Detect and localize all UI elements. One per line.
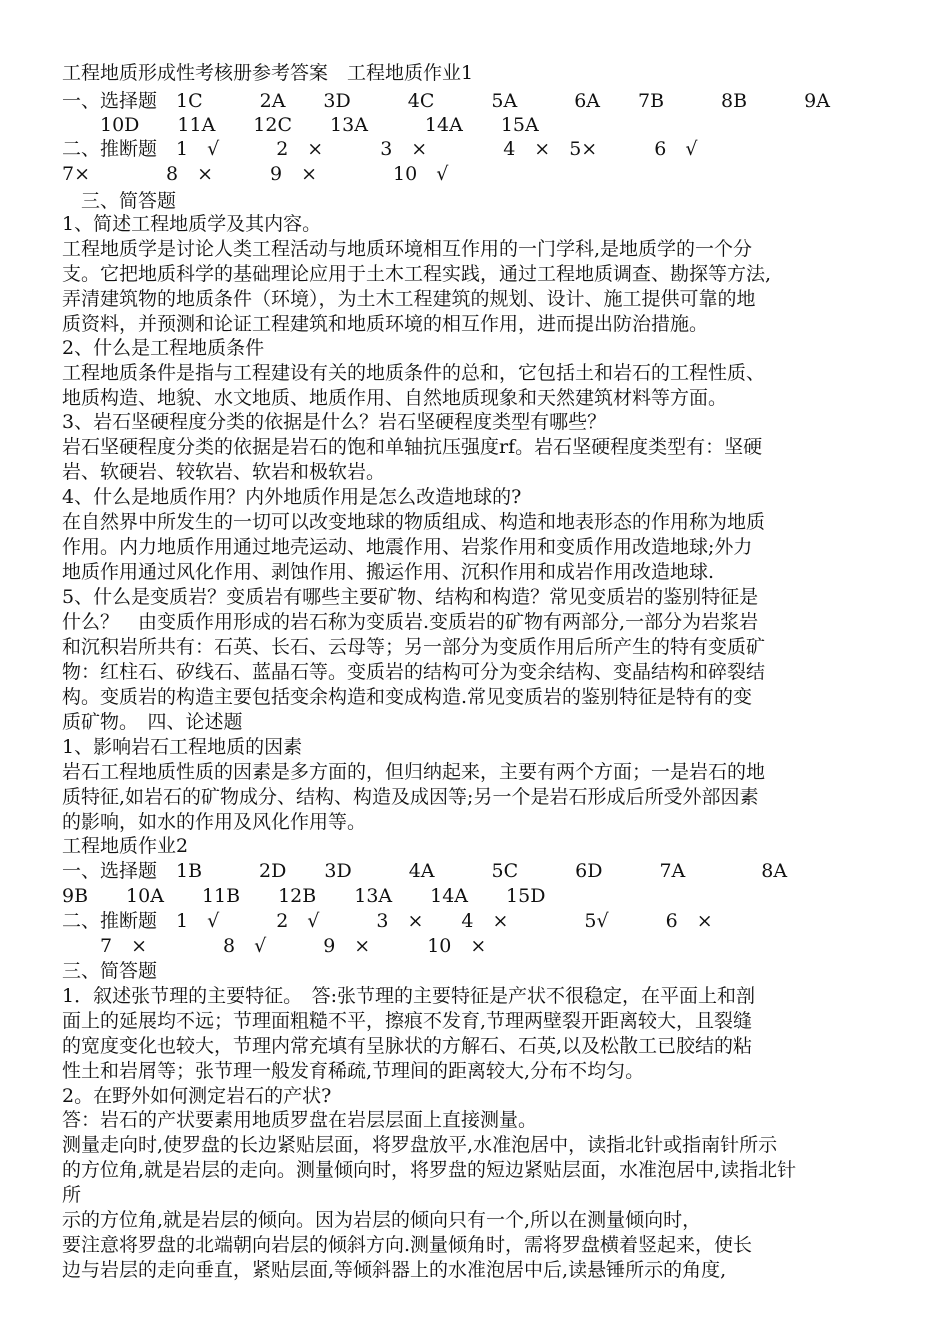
text-line: 地质构造、地貌、水文地质、地质作用、自然地质现象和天然建筑材料等方面。 — [62, 387, 728, 409]
text-line: 岩石工程地质性质的因素是多方面的，但归纳起来，主要有两个方面；一是岩石的地 — [62, 761, 766, 783]
text-line: 性土和岩屑等；张节理一般发育稀疏,节理间的距离较大,分布不均匀。 — [62, 1060, 645, 1082]
text-line: 9B 10A 11B 12B 13A 14A 15D — [62, 885, 546, 907]
text-line: 答：岩石的产状要素用地质罗盘在岩层层面上直接测量。 — [62, 1109, 538, 1131]
text-line: 的宽度变化也较大，节理内常充填有呈脉状的方解石、石英,以及松散工已胶结的粘 — [62, 1035, 753, 1057]
text-line: 一、选择题 1C 2A 3D 4C 5A 6A 7B 8B 9A — [62, 90, 830, 112]
text-line: 5、什么是变质岩？变质岩有哪些主要矿物、结构和构造？常见变质岩的鉴别特征是 — [62, 586, 759, 608]
text-line: 工程地质作业2 — [62, 835, 189, 857]
text-line: 1、影响岩石工程地质的因素 — [62, 736, 303, 758]
text-line: 二、推断题 1 √ 2 √ 3 × 4 × 5√ 6 × — [62, 910, 713, 932]
text-line: 二、推断题 1 √ 2 × 3 × 4 × 5× 6 √ — [62, 138, 698, 160]
text-line: 质特征,如岩石的矿物成分、结构、构造及成因等;另一个是岩石形成后所受外部因素 — [62, 786, 759, 808]
text-line: 和沉积岩所共有：石英、长石、云母等；另一部分为变质作用后所产生的特有变质矿 — [62, 636, 766, 658]
text-line: 1．叙述张节理的主要特征。 答:张节理的主要特征是产状不很稳定，在平面上和剖 — [62, 985, 755, 1007]
text-line: 10D 11A 12C 13A 14A 15A — [62, 114, 539, 136]
text-line: 4、什么是地质作用？内外地质作用是怎么改造地球的? — [62, 486, 522, 508]
text-line: 工程地质形成性考核册参考答案 工程地质作业1 — [62, 62, 474, 84]
text-line: 1、简述工程地质学及其内容。 — [62, 213, 322, 235]
text-line: 三、简答题 — [62, 960, 158, 982]
text-line: 质矿物。 四、论述题 — [62, 711, 243, 733]
text-line: 3、岩石坚硬程度分类的依据是什么？岩石坚硬程度类型有哪些？ — [62, 411, 607, 433]
text-line: 岩、软硬岩、较软岩、软岩和极软岩。 — [62, 461, 386, 483]
text-line: 弄清建筑物的地质条件（环境），为土木工程建筑的规划、设计、施工提供可靠的地 — [62, 288, 756, 310]
text-line: 示的方位角,就是岩层的倾向。因为岩层的倾向只有一个,所以在测量倾向时， — [62, 1209, 702, 1231]
text-line: 支。它把地质科学的基础理论应用于土木工程实践，通过工程地质调查、勘探等方法, — [62, 263, 772, 285]
text-line: 2、什么是工程地质条件 — [62, 337, 265, 359]
text-line: 要注意将罗盘的北端朝向岩层的倾斜方向.测量倾角时，需将罗盘横着竖起来，使长 — [62, 1234, 753, 1256]
text-line: 三、简答题 — [62, 190, 177, 212]
text-line: 物：红柱石、矽线石、蓝晶石等。变质岩的结构可分为变余结构、变晶结构和碎裂结 — [62, 661, 766, 683]
text-line: 工程地质条件是指与工程建设有关的地质条件的总和，它包括土和岩石的工程性质、 — [62, 362, 766, 384]
text-line: 什么？ 由变质作用形成的岩石称为变质岩.变质岩的矿物有两部分,一部分为岩浆岩 — [62, 611, 759, 633]
text-line: 的方位角,就是岩层的走向。测量倾向时，将罗盘的短边紧贴层面，水准泡居中,读指北针 — [62, 1159, 797, 1181]
text-line: 边与岩层的走向垂直，紧贴层面,等倾斜器上的水准泡居中后,读悬锤所示的角度, — [62, 1259, 727, 1281]
text-line: 7 × 8 √ 9 × 10 × — [62, 935, 487, 957]
text-line: 岩石坚硬程度分类的依据是岩石的饱和单轴抗压强度rf。岩石坚硬程度类型有：坚硬 — [62, 436, 763, 458]
text-line: 的影响，如水的作用及风化作用等。 — [62, 811, 367, 833]
text-line: 2。在野外如何测定岩石的产状? — [62, 1085, 332, 1107]
text-line: 面上的延展均不远；节理面粗糙不平，擦痕不发育,节理两壁裂开距离较大，且裂缝 — [62, 1010, 753, 1032]
text-line: 质资料，并预测和论证工程建筑和地质环境的相互作用，进而提出防治措施。 — [62, 313, 709, 335]
text-line: 构。变质岩的构造主要包括变余构造和变成构造.常见变质岩的鉴别特征是特有的变 — [62, 686, 753, 708]
text-line: 7× 8 × 9 × 10 √ — [62, 163, 449, 185]
text-line: 测量走向时,使罗盘的长边紧贴层面，将罗盘放平,水准泡居中，读指北针或指南针所示 — [62, 1134, 778, 1156]
text-line: 地质作用通过风化作用、剥蚀作用、搬运作用、沉积作用和成岩作用改造地球. — [62, 561, 715, 583]
text-line: 所 — [62, 1184, 82, 1206]
text-line: 工程地质学是讨论人类工程活动与地质环境相互作用的一门学科,是地质学的一个分 — [62, 238, 753, 260]
text-line: 一、选择题 1B 2D 3D 4A 5C 6D 7A 8A — [62, 860, 788, 882]
text-line: 作用。内力地质作用通过地壳运动、地震作用、岩浆作用和变质作用改造地球;外力 — [62, 536, 753, 558]
text-line: 在自然界中所发生的一切可以改变地球的物质组成、构造和地表形态的作用称为地质 — [62, 511, 766, 533]
